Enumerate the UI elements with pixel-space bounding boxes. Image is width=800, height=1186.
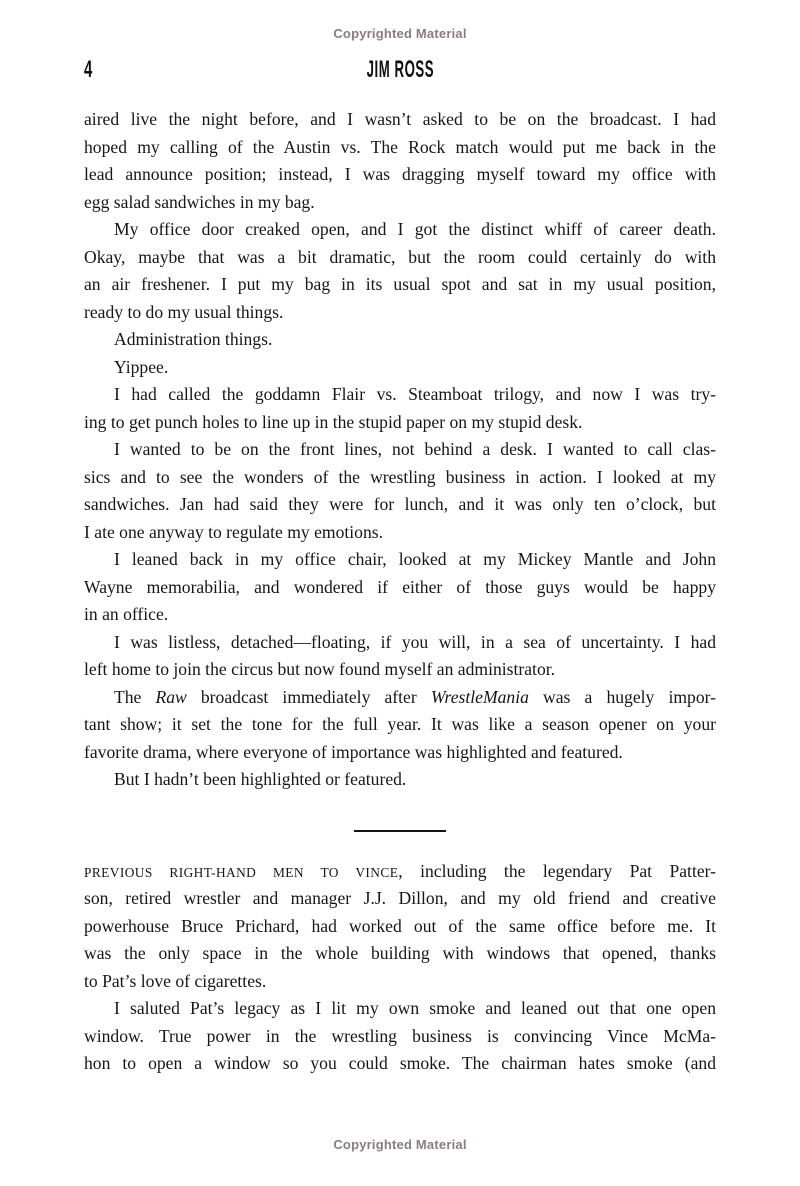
paragraph: [84, 546, 716, 629]
italic-text: WrestleMania: [430, 686, 529, 707]
paragraph: [84, 629, 716, 684]
text-line: hoped my calling of the Austin vs. The Rock match would put me back in the: [84, 136, 716, 157]
text-line: Okay, maybe that was a bit dramatic, but the room could certainly do with: [84, 246, 716, 267]
text-line: I was listless, detached—floating, if you will, in a sea of uncertainty. I had: [114, 631, 716, 652]
paragraph: [84, 326, 716, 354]
text-line: I leaned back in my office chair, looked at my Mickey Mantle and John: [114, 549, 716, 569]
text-line: to Pat’s love of cigarettes.: [84, 970, 267, 991]
paragraph: [84, 858, 716, 996]
text-line: lead announce position; instead, I was dragging myself toward my office with: [84, 164, 716, 184]
text-line: an air freshener. I put my bag in its usual spot and sat in my usual position,: [84, 274, 716, 294]
text-segment: , including the legendary Pat Patter-: [398, 860, 716, 881]
text-line: aired live the night before, and I wasn’t asked to be on the broadcast. I had: [84, 109, 716, 129]
italic-text: Raw: [155, 686, 187, 707]
text-segment: The: [114, 686, 156, 707]
section-divider: [84, 794, 716, 858]
text-line: was the only space in the whole building with windows that opened, thanks: [84, 943, 716, 963]
text-line: [84, 858, 716, 886]
text-line: ready to do my usual things.: [84, 301, 284, 322]
body-text: [84, 106, 716, 1078]
paragraph: [84, 436, 716, 546]
text-line: I wanted to be on the front lines, not behind a desk. I wanted to call clas-: [114, 439, 716, 459]
copyright-notice-bottom: Copyrighted Material: [333, 1137, 467, 1152]
text-line: sics and to see the wonders of the wrestling business in action. I looked at my: [84, 466, 716, 487]
paragraph: [84, 216, 716, 326]
text-line: I saluted Pat’s legacy as I lit my own smoke and leaned out that one open: [114, 998, 716, 1018]
text-line: Administration things.: [114, 329, 273, 349]
paragraph: [84, 995, 716, 1078]
text-line: I ate one anyway to regulate my emotions.: [84, 521, 383, 542]
page-header: [84, 58, 716, 82]
paragraph: [84, 684, 716, 767]
text-line: Yippee.: [114, 356, 169, 377]
text-line: ing to get punch holes to line up in the stupid paper on my stupid desk.: [84, 411, 583, 432]
page-number: 4: [84, 56, 93, 83]
text-line: son, retired wrestler and manager J.J. Dillon, and my old friend and creative: [84, 888, 716, 908]
small-caps-lead-in: PREVIOUS RIGHT-HAND MEN TO VINCE: [84, 864, 399, 880]
text-line: tant show; it set the tone for the full year. It was like a season opener on your: [84, 714, 716, 734]
text-segment: broadcast immediately after: [186, 686, 431, 707]
text-line: left home to join the circus but now found myself an administrator.: [84, 659, 556, 679]
copyright-notice-top: Copyrighted Material: [333, 26, 467, 41]
text-line: [84, 684, 716, 712]
text-line: window. True power in the wrestling business is convincing Vince McMa-: [84, 1025, 716, 1046]
paragraph: [84, 381, 716, 436]
text-line: sandwiches. Jan had said they were for lunch, and it was only ten o’clock, but: [84, 494, 716, 514]
text-line: Wayne memorabilia, and wondered if either of those guys would be happy: [84, 576, 716, 597]
text-line: favorite drama, where everyone of importance was highlighted and featured.: [84, 741, 623, 762]
text-line: I had called the goddamn Flair vs. Steamboat trilogy, and now I was try-: [114, 384, 716, 404]
text-segment: was a hugely impor-: [528, 686, 716, 707]
running-header: [84, 58, 716, 82]
text-line: My office door creaked open, and I got the distinct whiff of career death.: [114, 219, 716, 239]
text-line: egg salad sandwiches in my bag.: [84, 191, 315, 212]
text-line: But I hadn’t been highlighted or featured.: [114, 769, 407, 789]
running-header-text: JIM ROSS: [366, 56, 434, 83]
section-divider-rule: [354, 830, 446, 832]
paragraph: [84, 766, 716, 794]
paragraph: [84, 106, 716, 216]
text-line: in an office.: [84, 604, 169, 624]
text-line: powerhouse Bruce Prichard, had worked out of the same office before me. It: [84, 915, 716, 936]
paragraph: [84, 354, 716, 382]
text-line: hon to open a window so you could smoke. The chairman hates smoke (and: [84, 1053, 716, 1073]
